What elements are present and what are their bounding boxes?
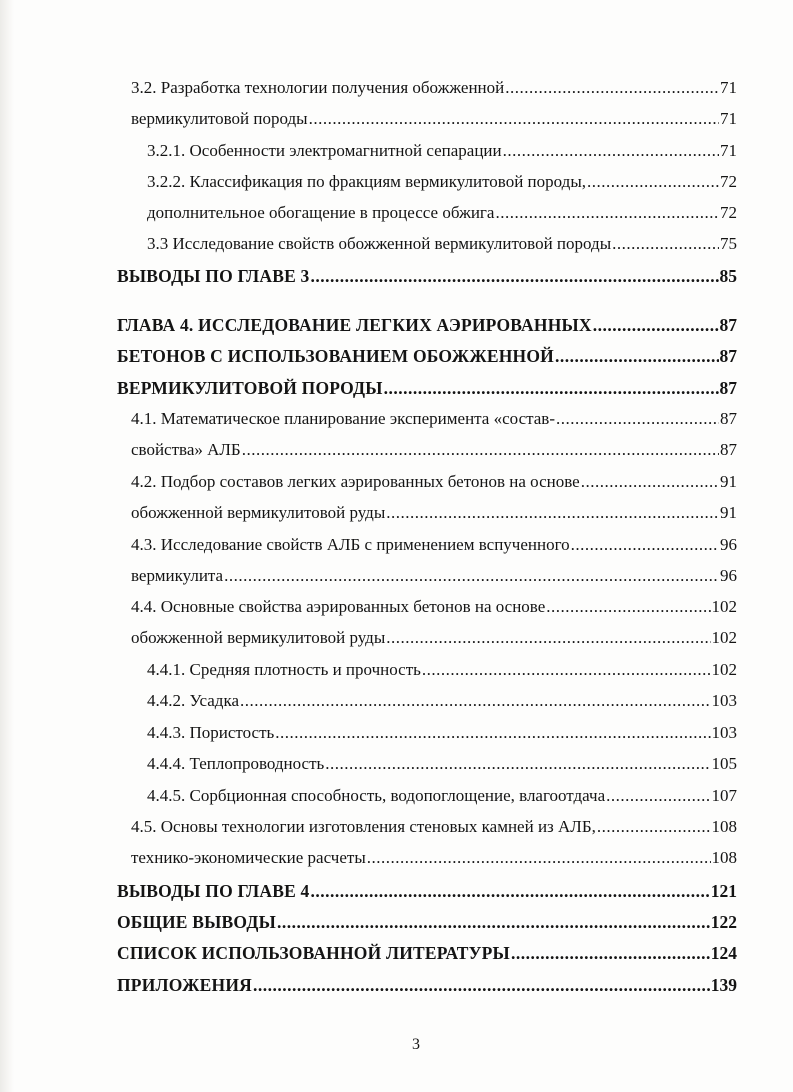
toc-entry-page: 108 [711, 817, 737, 836]
toc-leader-dots [495, 201, 719, 225]
toc-entry-page: 71 [720, 78, 737, 97]
toc-entry-page: 122 [710, 912, 737, 932]
toc-entry-title: ВЫВОДЫ ПО ГЛАВЕ 3 [117, 266, 310, 286]
toc-entry-page: 139 [710, 975, 737, 995]
toc-entry-4-1 [131, 407, 737, 431]
toc-entry-chapter-4-line-1 [117, 313, 737, 337]
toc-entry-page: 71 [720, 141, 737, 160]
toc-entry-4-3 [131, 533, 737, 557]
toc-entry-title: технико-экономические расчеты [131, 848, 366, 867]
toc-entry-4-3-cont [131, 564, 737, 588]
toc-entry-title: 4.4.4. Теплопроводность [147, 754, 325, 773]
toc-leader-dots [224, 564, 719, 588]
toc-leader-dots [325, 752, 710, 776]
toc-entry-page: 87 [719, 315, 737, 335]
toc-entry-page: 102 [711, 660, 737, 679]
toc-entry-appendices [117, 973, 737, 997]
toc-entry-3-2-2 [147, 170, 737, 194]
toc-entry-4-4 [131, 595, 737, 619]
toc-entry-page: 87 [720, 409, 737, 428]
toc-entry-page: 87 [719, 378, 737, 398]
toc-entry-page: 107 [711, 786, 737, 805]
toc-leader-dots [311, 264, 719, 288]
toc-leader-dots [606, 784, 710, 808]
toc-entry-page: 103 [711, 723, 737, 742]
toc-leader-dots [309, 107, 719, 131]
toc-entry-page: 96 [720, 535, 737, 554]
toc-entry-4-4-3 [147, 721, 737, 745]
toc-entry-conclusions-chapter-4 [117, 879, 737, 903]
toc-leader-dots [367, 846, 711, 870]
toc-entry-page: 124 [710, 943, 737, 963]
toc-entry-3-3 [147, 232, 737, 256]
toc-entry-title: ОБЩИЕ ВЫВОДЫ [117, 912, 276, 932]
toc-entry-page: 102 [711, 597, 737, 616]
toc-leader-dots [505, 76, 719, 100]
toc-entry-title: ВЕРМИКУЛИТОВОЙ ПОРОДЫ [117, 378, 383, 398]
toc-leader-dots [277, 910, 710, 934]
toc-leader-dots [597, 815, 711, 839]
toc-entry-page: 91 [720, 472, 737, 491]
toc-entry-4-2 [131, 470, 737, 494]
toc-leader-dots [556, 407, 719, 431]
toc-leader-dots [386, 626, 710, 650]
toc-entry-title: 4.1. Математическое планирование эксперимента «состав- [131, 409, 555, 428]
toc-entry-page: 72 [720, 203, 737, 222]
toc-entry-title: вермикулита [131, 566, 224, 585]
toc-entry-title: 4.4.2. Усадка [147, 691, 239, 710]
toc-entry-title: 4.4.3. Пористость [147, 723, 275, 742]
toc-entry-4-4-2 [147, 689, 737, 713]
toc-leader-dots [571, 533, 719, 557]
toc-entry-page: 87 [720, 440, 737, 459]
toc-leader-dots [555, 344, 719, 368]
toc-entry-4-5-cont [131, 846, 737, 870]
toc-entry-title: обожженной вермикулитовой руды [131, 628, 386, 647]
toc-leader-dots [546, 595, 710, 619]
toc-entry-title: ВЫВОДЫ ПО ГЛАВЕ 4 [117, 881, 310, 901]
toc-entry-page: 75 [720, 234, 737, 253]
toc-entry-page: 105 [711, 754, 737, 773]
toc-entry-4-4-5 [147, 784, 737, 808]
toc-entry-4-4-4 [147, 752, 737, 776]
toc-entry-title: 3.2.2. Классификация по фракциям вермикулитовой породы, [147, 172, 586, 191]
toc-entry-title: 4.4.5. Сорбционная способность, водопоглощение, влагоотдача [147, 786, 606, 805]
toc-entry-4-1-cont [131, 438, 737, 462]
toc-leader-dots [511, 941, 710, 965]
toc-entry-title: 4.2. Подбор составов легких аэрированных бетонов на основе [131, 472, 580, 491]
toc-entry-title: СПИСОК ИСПОЛЬЗОВАННОЙ ЛИТЕРАТУРЫ [117, 943, 510, 963]
toc-leader-dots [581, 470, 719, 494]
toc-leader-dots [384, 376, 719, 400]
toc-entry-title: 3.3 Исследование свойств обожженной вермикулитовой породы [147, 234, 612, 253]
toc-entry-title: 4.4. Основные свойства аэрированных бетонов на основе [131, 597, 546, 616]
toc-leader-dots [612, 232, 719, 256]
toc-entry-page: 85 [719, 266, 737, 286]
toc-entry-title: БЕТОНОВ С ИСПОЛЬЗОВАНИЕМ ОБОЖЖЕННОЙ [117, 346, 554, 366]
toc-entry-page: 103 [711, 691, 737, 710]
toc-entry-title: ГЛАВА 4. ИССЛЕДОВАНИЕ ЛЕГКИХ АЭРИРОВАННЫХ [117, 315, 592, 335]
toc-entry-title: 3.2. Разработка технологии получения обожженной [131, 78, 505, 97]
toc-entry-title: 4.4.1. Средняя плотность и прочность [147, 660, 421, 679]
toc-entry-title: обожженной вермикулитовой руды [131, 503, 386, 522]
toc-leader-dots [240, 689, 711, 713]
toc-entry-4-4-cont [131, 626, 737, 650]
toc-entry-3-2-2-cont [147, 201, 737, 225]
toc-entry-title: вермикулитовой породы [131, 109, 308, 128]
toc-entry-3-2 [131, 76, 737, 100]
page-number: 3 [412, 1036, 420, 1053]
toc-leader-dots [593, 313, 719, 337]
toc-leader-dots [253, 973, 710, 997]
toc-entry-page: 108 [711, 848, 737, 867]
toc-entry-title: свойства» АЛБ [131, 440, 241, 459]
toc-entry-title: 4.3. Исследование свойств АЛБ с применением вспученного [131, 535, 570, 554]
toc-entry-page: 72 [720, 172, 737, 191]
toc-leader-dots [587, 170, 719, 194]
toc-entry-4-4-1 [147, 658, 737, 682]
toc-leader-dots [386, 501, 719, 525]
toc-entry-page: 121 [710, 881, 737, 901]
toc-entry-3-2-cont [131, 107, 737, 131]
toc-leader-dots [422, 658, 711, 682]
toc-entry-title: 4.5. Основы технологии изготовления стеновых камней из АЛБ, [131, 817, 596, 836]
toc-entry-conclusions-chapter-3 [117, 264, 737, 288]
toc-entry-chapter-4-line-3 [117, 376, 737, 400]
toc-leader-dots [503, 139, 719, 163]
toc-entry-4-5 [131, 815, 737, 839]
toc-entry-page: 87 [719, 346, 737, 366]
toc-entry-page: 71 [720, 109, 737, 128]
toc-entry-bibliography [117, 941, 737, 965]
toc-leader-dots [311, 879, 710, 903]
toc-leader-dots [275, 721, 710, 745]
toc-entry-page: 96 [720, 566, 737, 585]
toc-entry-4-2-cont [131, 501, 737, 525]
toc-entry-chapter-4-line-2 [117, 344, 737, 368]
toc-entry-title: дополнительное обогащение в процессе обжига [147, 203, 495, 222]
toc-entry-general-conclusions [117, 910, 737, 934]
toc-leader-dots [242, 438, 719, 462]
toc-entry-title: ПРИЛОЖЕНИЯ [117, 975, 252, 995]
toc-entry-title: 3.2.1. Особенности электромагнитной сепарации [147, 141, 502, 160]
toc-entry-3-2-1 [147, 139, 737, 163]
toc-entry-page: 91 [720, 503, 737, 522]
toc-entry-page: 102 [711, 628, 737, 647]
